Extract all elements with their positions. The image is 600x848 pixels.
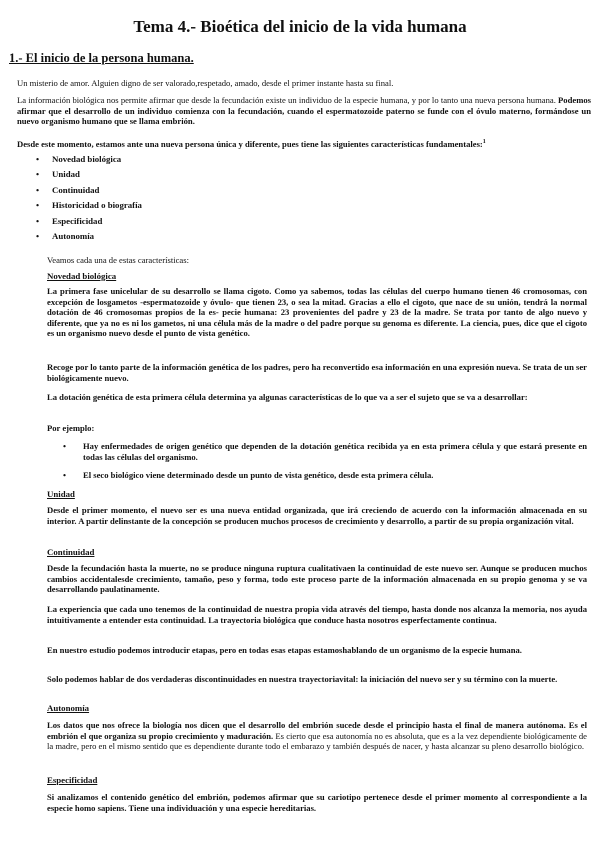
autonomia-paragraph [47, 720, 587, 752]
list-item [36, 231, 142, 246]
list-item [63, 470, 587, 481]
section-heading: 1.- El inicio de la persona humana. [9, 51, 194, 65]
fecundacion-text: La información biológica nos permite afirmar que desde la fecundación existe un individuo de la especie humana, y por lo tanto una nueva persona humana. [17, 95, 556, 105]
subheading-unidad: Unidad [47, 489, 75, 499]
novedad-paragraph-3: La dotación genética de esta primera célula determina ya algunas características de lo que va a ser el sujeto que se va a desarrollar: [47, 392, 528, 402]
novedad-paragraph-4: Por ejemplo: [47, 423, 95, 433]
characteristics-intro [17, 137, 591, 149]
characteristics-list [36, 154, 142, 246]
bullet-icon: • [63, 441, 67, 451]
list-item-label: Historicidad o biografía [52, 200, 142, 211]
list-item [36, 216, 142, 231]
veamos-paragraph: Veamos cada una de estas características: [47, 255, 189, 265]
list-item [36, 154, 142, 169]
fecundacion-bold-text: Podemos afirmar que el desarrollo de un individuo comienza con la fecundación, cuando el espermatozoide paterno se funde con el óvulo materno, formándose un nuevo organismo humano que se llama embrión. [17, 95, 591, 127]
bullet-icon: • [36, 154, 40, 164]
bullet-icon: • [63, 470, 67, 481]
novedad-paragraph-2: Recoge por lo tanto parte de la información genética de los padres, pero ha reconvertido esa información en una expresión nueva. Se trata de un ser biológicamente nuevo. [47, 362, 587, 383]
continuidad-paragraph-3: En nuestro estudio podemos introducir etapas, pero en todas esas etapas estamoshablando de un organismo de la especie humana. [47, 645, 522, 655]
list-item [36, 185, 142, 200]
list-item-label: Hay enfermedades de origen genético que dependen de la dotación genética recibida ya en esta primera célula y que estará presente en todas las células del organismo. [83, 441, 587, 462]
subheading-continuidad: Continuidad [47, 547, 95, 557]
autonomia-text: Es cierto que esa autonomía no es absoluta, que es a la vez dependiente biológicamente de la madre, pero en el mismo sentido que es dependiente durante todo el embarazo y también después de nacer, y hasta alcanzar su pleno desarrollo biológico. [47, 730, 587, 752]
subheading-novedad: Novedad biológica [47, 271, 117, 281]
list-item-label: El seco biológico viene determinado desde un punto de vista genético, desde esta primera célula. [83, 470, 434, 481]
document-title: Tema 4.- Bioética del inicio de la vida humana [133, 17, 467, 36]
list-item-label: Autonomía [52, 230, 95, 241]
continuidad-paragraph-2: La experiencia que cada uno tenemos de la continuidad de nuestra propia vida através del tiempo, hasta donde nos alcanza la memoria, nos ayuda intuitivamente a entender esta continuidad. La trayectoria biológica que conduce hasta nosotros esperfectamente continua. [47, 604, 587, 625]
subheading-especificidad: Especificidad [47, 775, 98, 785]
continuidad-paragraph-1: Desde la fecundación hasta la muerte, no se produce ninguna ruptura cualitativaen la continuidad de este nuevo ser. Aunque se producen muchos cambios accidentalesde crecimiento, tamaño, peso y forma, todo este proceso parte de la información almacenada en su propio genoma y se va desarrollando paulatinamente. [47, 563, 587, 595]
examples-list [63, 441, 587, 486]
autonomia-bold-text: Los datos que nos ofrece la biología nos dicen que el desarrollo del embrión sucede desde el principio hasta el final de manera autónoma. Es el embrión el que organiza su propio crecimiento y maduración. [47, 720, 587, 741]
list-item-label: Novedad biológica [52, 154, 122, 164]
bullet-icon: • [36, 184, 40, 195]
fecundacion-paragraph [17, 95, 591, 127]
list-item [63, 441, 587, 462]
continuidad-paragraph-4: Solo podemos hablar de dos verdaderas discontinuidades en nuestra trayectoriavital: la iniciación del nuevo ser y su término con la muerte. [47, 674, 558, 684]
bullet-icon: • [36, 200, 40, 211]
especificidad-paragraph: Si analizamos el contenido genético del embrión, podemos afirmar que su cariotipo pertenece desde el primer momento al correspondiente a la especie homo sapiens. Tiene una individuación y una especie hereditarias. [47, 792, 587, 813]
unidad-paragraph: Desde el primer momento, el nuevo ser es una nueva entidad organizada, que irá creciendo de acuerdo con la información almacenada en su interior. A partir delinstante de la concepción se producen muchos procesos de crecimiento y desarrollo, a partir de su propia organización vital. [47, 505, 587, 526]
footnote-marker: 1 [482, 139, 486, 145]
list-item-label: Especificidad [52, 215, 103, 226]
subheading-autonomia: Autonomía [47, 703, 90, 713]
list-item [36, 200, 142, 215]
bullet-icon: • [36, 215, 40, 226]
list-item [36, 169, 142, 184]
novedad-paragraph-1: La primera fase unicelular de su desarrollo se llama cigoto. Como ya sabemos, todas las células del cuerpo humano tienen 46 cromosomas, con excepción de losgametos -espermatozoide y óvulo- que tienen 23, o sea la mitad. Gracias a ello el cigoto, que nace de su unión, tendrá la normal dotación de 46 cromosomas propios de la es- pecie humana: 23 provenientes del padre y 23 de la madre. Se trata por tanto de algo nuevo y diferente, que ya no es ni los gametos, ni una célula más de la madre o del padre porque su genoma es diferente. La ciencia, pues, dice que el cigoto es un organismo nuevo desde el punto de vista genético. [47, 286, 587, 339]
intro-paragraph: Un misterio de amor. Alguien digno de ser valorado,respetado, amado, desde el primer instante hasta su final. [17, 78, 394, 88]
list-item-label: Continuidad [52, 184, 100, 195]
characteristics-intro-text: Desde este momento, estamos ante una nueva persona única y diferente, pues tiene las siguientes características fundamentales: [17, 138, 483, 149]
bullet-icon: • [36, 230, 40, 241]
bullet-icon: • [36, 169, 40, 180]
list-item-label: Unidad [52, 169, 80, 180]
